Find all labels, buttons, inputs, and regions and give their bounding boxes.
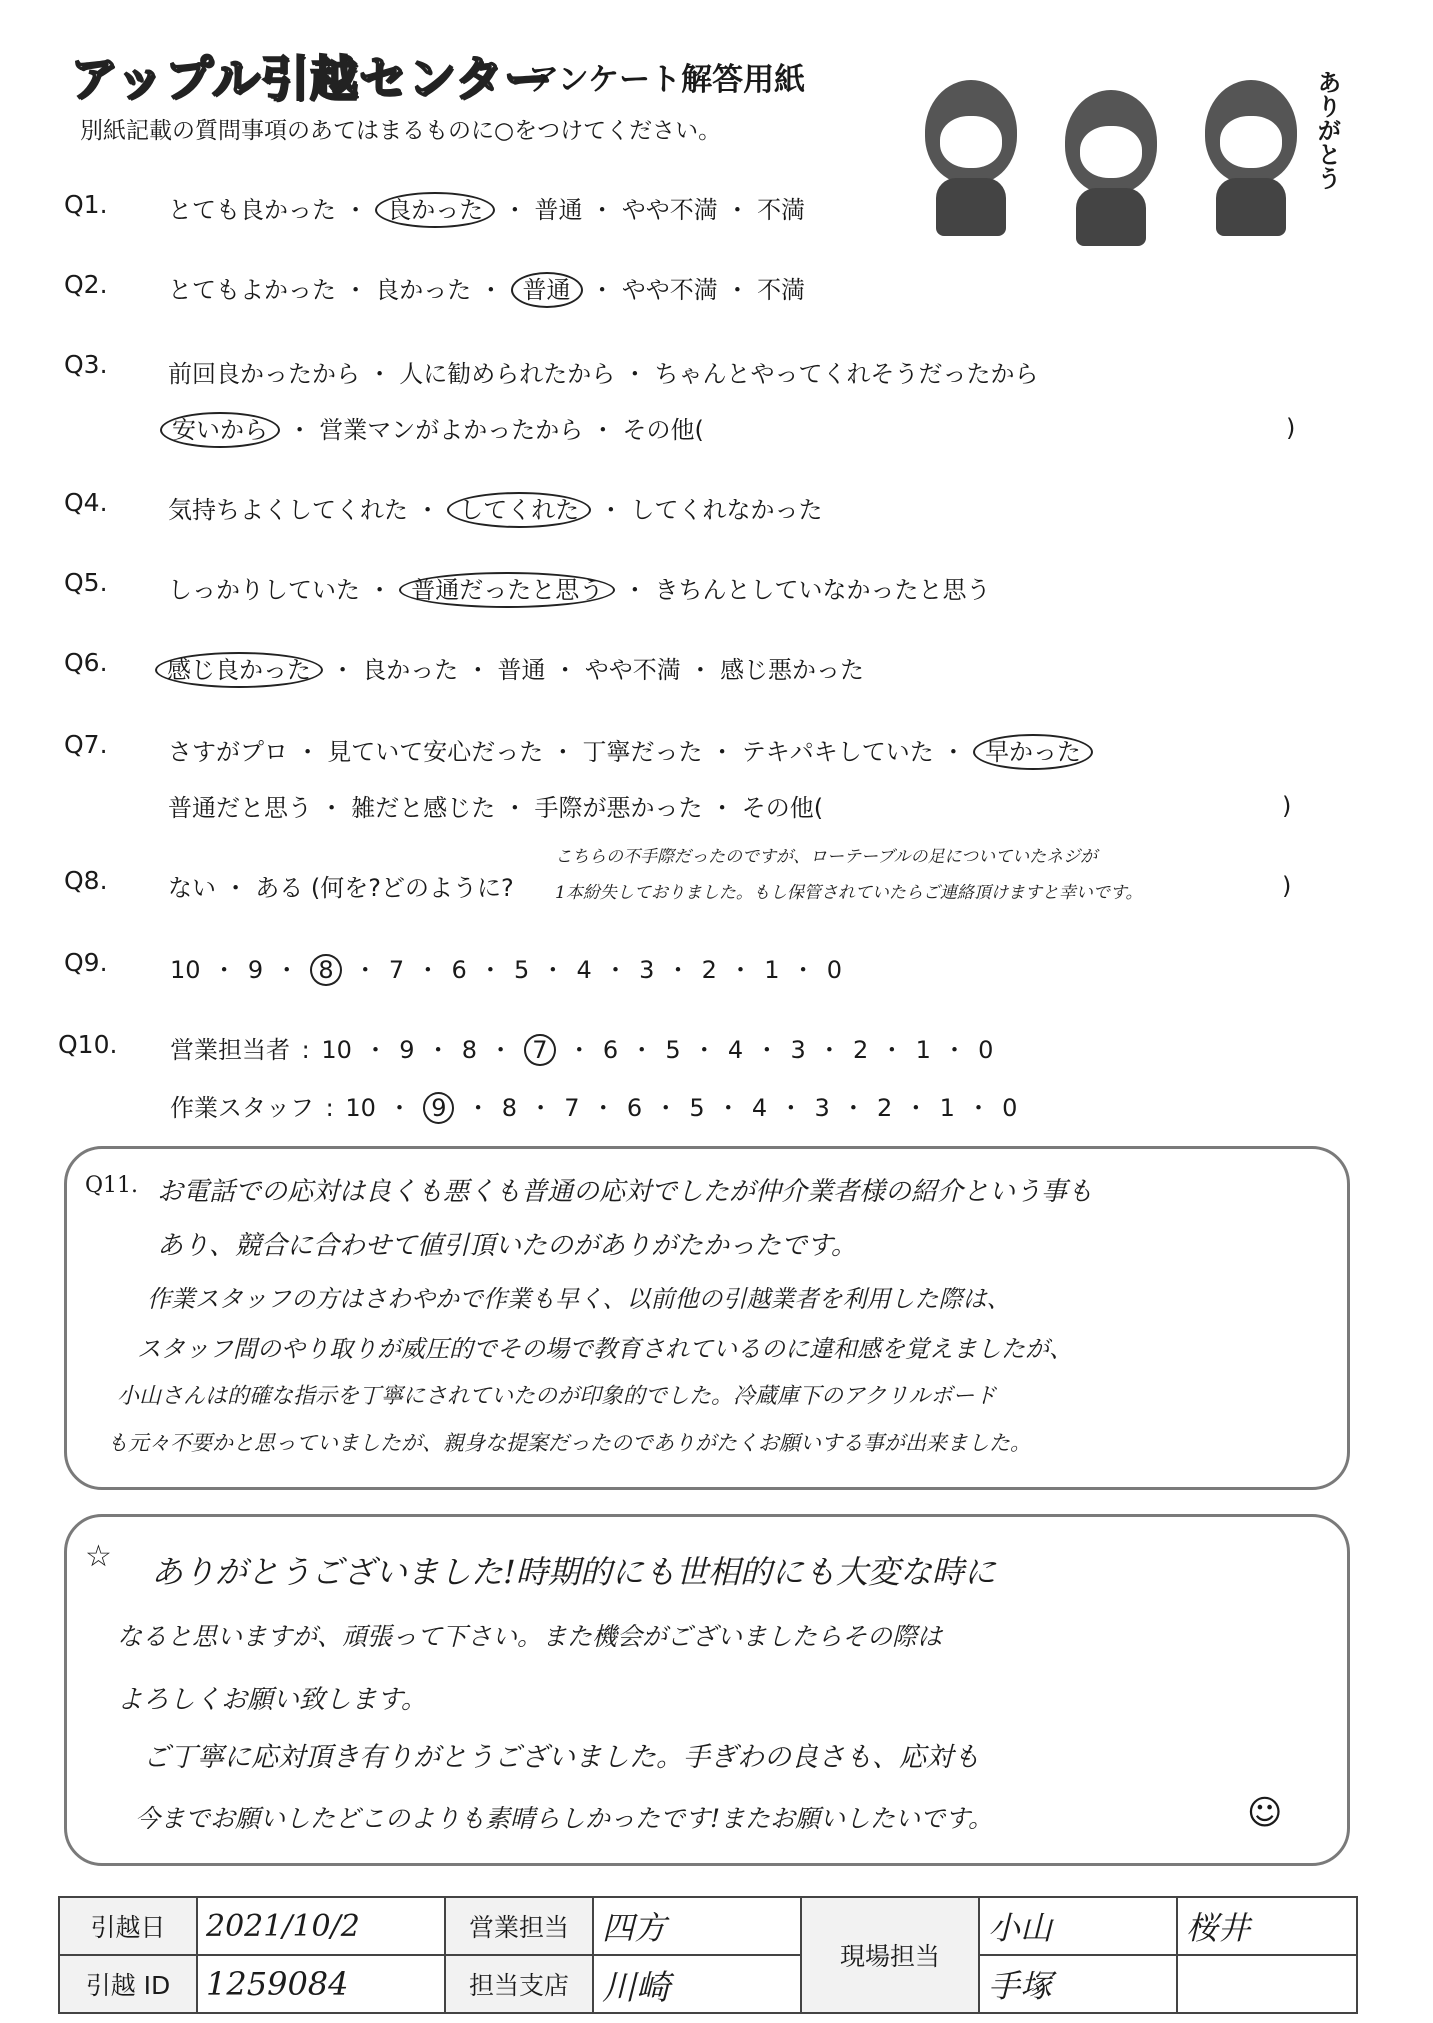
q11-line: お電話での応対は良くも悪くも普通の応対でしたが仲介業者様の紹介という事も [157,1177,1094,1207]
q7-opt[interactable]: テキパキしていた [741,738,934,766]
q1-options: とても良かった ・ 良かった ・ 普通 ・ やや不満 ・ 不満 [168,190,805,225]
q10-staff-opt[interactable]: 5 [689,1094,705,1122]
q7-label: Q7. [64,730,108,759]
q3-label: Q3. [64,350,108,379]
q6-opt[interactable]: やや不満 [584,656,681,684]
q5-opt[interactable]: しっかりしていた [168,576,360,604]
reply-line: よろしくお願い致します。 [117,1685,427,1715]
q6-opt[interactable]: 普通 [497,656,546,684]
q10-sales-opt-selected[interactable]: 7 [524,1034,555,1066]
q10-staff-opt[interactable]: 3 [814,1094,830,1122]
q6-opt[interactable]: 良かった [362,656,459,684]
q10-sales-opt[interactable]: 9 [399,1036,415,1064]
q9-opt[interactable]: 3 [639,956,655,984]
mascot-illustration [905,60,1345,240]
q10-sales-row: 営業担当者 : 10 ・ 9 ・ 8 ・ 7 ・ 6 ・ 5 ・ 4 ・ 3 ・ 2 ・ 1 ・ 0 [170,1036,994,1064]
q10-label: Q10. [58,1030,118,1059]
site-rep-3[interactable]: 手塚 [979,1955,1177,2013]
q4-opt-selected[interactable]: してくれた [447,492,591,528]
site-rep-2[interactable]: 桜井 [1177,1897,1357,1955]
q10-staff-opt[interactable]: 7 [564,1094,580,1122]
branch-value[interactable]: 川崎 [593,1955,801,2013]
q11-line: あり、競合に合わせて値引頂いたのがありがたかったです。 [157,1231,857,1261]
q11-comment-box[interactable] [64,1146,1350,1490]
q10-sales-opt[interactable]: 4 [727,1036,744,1064]
q2-options: とてもよかった ・ 良かった ・ 普通 ・ やや不満 ・ 不満 [168,270,805,305]
q9-label: Q9. [64,948,108,977]
q1-opt[interactable]: 普通 [534,196,583,224]
q8-label: Q8. [64,866,108,895]
q6-opt[interactable]: 感じ悪かった [720,656,865,684]
q7-close-paren: ) [1282,792,1292,820]
q8-handwritten-1: こちらの不手際だったのですが、ローテーブルの足についていたネジが [555,847,1098,867]
q10-sales-opt[interactable]: 2 [853,1036,869,1064]
q11-label: Q11. [85,1173,139,1198]
reply-comment-box[interactable] [64,1514,1350,1866]
q3-opt[interactable]: ちゃんとやってくれそうだったから [654,360,1039,388]
q9-scale: 10 ・ 9 ・ 8 ・ 7 ・ 6 ・ 5 ・ 4 ・ 3 ・ 2 ・ 1 ・ 0 [170,956,843,984]
site-rep-1[interactable]: 小山 [979,1897,1177,1955]
smiley-icon: ☺ [1247,1793,1283,1833]
mascot-icon [925,80,1017,184]
site-rep-empty[interactable] [1177,1955,1357,2013]
q3-opt[interactable]: 人に勧められたから [399,360,616,388]
q5-label: Q5. [64,568,108,597]
q3-close-paren: ) [1286,414,1296,442]
site-rep-label: 現場担当 [801,1897,979,2013]
reply-line: ご丁寧に応対頂き有りがとうございました。手ぎわの良さも、応対も [143,1742,980,1773]
q10-sales-opt[interactable]: 10 [321,1036,352,1064]
thanks-text: ありがとう [1313,70,1341,190]
q10-sales-opt[interactable]: 8 [461,1036,478,1064]
q10-staff-opt[interactable]: 8 [501,1094,518,1122]
q10-staff-opt[interactable]: 0 [1002,1094,1018,1122]
q4-label: Q4. [64,488,108,517]
q5-opt[interactable]: きちんとしていなかったと思う [654,576,991,604]
q9-opt[interactable]: 1 [764,956,780,984]
star-icon: ☆ [85,1539,112,1574]
q1-opt[interactable]: とても良かった [168,196,336,224]
q9-opt[interactable]: 6 [451,956,467,984]
q4-options: 気持ちよくしてくれた ・ してくれた ・ してくれなかった [168,490,823,525]
q3-options-line1: 前回良かったから ・ 人に勧められたから ・ ちゃんとやってくれそうだったから [168,360,1039,388]
q9-opt[interactable]: 2 [701,956,717,984]
q11-line: スタッフ間のやり取りが威圧的でその場で教育されているのに違和感を覚えましたが、 [137,1335,1073,1363]
q8-close-paren: ) [1282,872,1292,900]
q8-handwritten-2: 1本紛失しておりました。もし保管されていたらご連絡頂けますと幸いです。 [555,883,1143,903]
q7-opt[interactable]: その他( [741,794,824,822]
q10-staff-opt-selected[interactable]: 9 [423,1092,454,1124]
mascot-icon [1205,80,1297,184]
company-title: アップル引越センター [70,51,553,107]
q7-options-line2: 普通だと思う ・ 雑だと感じた ・ 手際が悪かった ・ その他( [168,794,824,822]
q7-opt[interactable]: 普通だと思う [168,794,312,822]
q10-staff-opt[interactable]: 10 [345,1094,376,1122]
q1-opt-selected[interactable]: 良かった [375,192,495,228]
q5-options: しっかりしていた ・ 普通だったと思う ・ きちんとしていなかったと思う [168,570,991,605]
q2-opt[interactable]: 不満 [757,276,806,304]
q9-opt[interactable]: 5 [514,956,530,984]
q11-line: 小山さんは的確な指示を丁寧にされていたのが印象的でした。冷蔵庫下のアクリルボード [117,1384,997,1409]
q10-staff-opt[interactable]: 4 [751,1094,768,1122]
q3-options-line2: 安いから ・ 営業マンがよかったから ・ その他( [160,410,704,445]
q10-sales-opt[interactable]: 0 [978,1036,994,1064]
q8-options: ない ・ ある (何を?どのように? [168,874,514,902]
move-id-value[interactable]: 1259084 [197,1955,445,2013]
q3-opt[interactable]: 営業マンがよかったから [319,416,584,444]
mascot-icon [1065,90,1157,194]
q10-sales-opt[interactable]: 3 [790,1036,806,1064]
reply-line: ありがとうございました!時期的にも世相的にも大変な時に [151,1553,996,1591]
move-info-table [58,1896,1358,2014]
q2-opt[interactable]: 良かった [375,276,472,304]
move-date-label: 引越日 [59,1897,197,1955]
q6-options: 感じ良かった ・ 良かった ・ 普通 ・ やや不満 ・ 感じ悪かった [155,650,864,685]
q10-staff-opt[interactable]: 6 [626,1094,643,1122]
q3-opt[interactable]: 前回良かったから [168,360,360,388]
q1-opt[interactable]: やや不満 [621,196,718,224]
q7-opt[interactable]: 手際が悪かった [534,794,703,822]
q8-opt[interactable]: ある [255,874,304,902]
q10-sales-opt[interactable]: 6 [602,1036,619,1064]
branch-label: 担当支店 [445,1955,593,2013]
q9-opt[interactable]: 0 [826,956,843,984]
sales-rep-value[interactable]: 四方 [593,1897,801,1955]
reply-line: 今までお願いしたどこのよりも素晴らしかったです!またお願いしたいです。 [135,1804,994,1833]
q10-sales-opt[interactable]: 5 [665,1036,681,1064]
q10-staff-row: 作業スタッフ : 10 ・ 9 ・ 8 ・ 7 ・ 6 ・ 5 ・ 4 ・ 3 ・ 2 ・ 1 ・ 0 [170,1094,1018,1122]
q7-opt[interactable]: 丁寧だった [582,738,703,766]
q4-opt[interactable]: してくれなかった [630,496,823,524]
q11-line: も元々不要かと思っていましたが、親身な提案だったのでありがたくお願いする事が出来ました。 [107,1431,1031,1455]
q5-opt-selected[interactable]: 普通だったと思う [399,572,615,608]
q9-opt-selected[interactable]: 8 [310,954,341,986]
q9-opt[interactable]: 7 [388,956,405,984]
q1-opt[interactable]: 不満 [757,196,806,224]
q10-staff-opt[interactable]: 2 [877,1094,893,1122]
q10-sales-opt[interactable]: 1 [915,1036,931,1064]
q3-opt-selected[interactable]: 安いから [160,412,280,448]
q8-opt[interactable]: ない [168,874,216,902]
q8-prompt: (何を?どのように? [310,874,514,902]
q7-opt[interactable]: 見ていて安心だった [327,738,544,766]
q10-staff-label: 作業スタッフ [170,1094,314,1122]
q1-label: Q1. [64,190,108,219]
q6-label: Q6. [64,648,108,677]
reply-line: なると思いますが、頑張って下さい。また機会がございましたらその際は [117,1622,943,1651]
q10-sales-label: 営業担当者 [170,1036,290,1064]
q4-opt[interactable]: 気持ちよくしてくれた [168,496,408,524]
q10-staff-opt[interactable]: 1 [939,1094,955,1122]
q7-opt[interactable]: 雑だと感じた [351,794,496,822]
q7-opt-selected[interactable]: 早かった [973,734,1093,770]
q3-opt[interactable]: その他( [622,416,704,444]
move-date-value[interactable]: 2021/10/2 [197,1897,445,1955]
q2-opt[interactable]: とてもよかった [168,276,336,304]
q9-opt[interactable]: 9 [247,956,264,984]
q7-opt[interactable]: さすがプロ [168,738,288,766]
sales-rep-label: 営業担当 [445,1897,593,1955]
move-id-label: 引越 ID [59,1955,197,2013]
q6-opt-selected[interactable]: 感じ良かった [155,652,323,688]
q9-opt[interactable]: 10 [170,956,201,984]
q9-opt[interactable]: 4 [576,956,592,984]
form-subtitle: アンケート解答用紙 [528,62,806,98]
q11-line: 作業スタッフの方はさわやかで作業も早く、以前他の引越業者を利用した際は、 [147,1285,1011,1313]
q2-opt[interactable]: やや不満 [621,276,718,304]
instruction-text: 別紙記載の質問事項のあてはまるものに○をつけてください。 [80,118,722,144]
q2-opt-selected[interactable]: 普通 [511,272,583,308]
q7-options-line1: さすがプロ ・ 見ていて安心だった ・ 丁寧だった ・ テキパキしていた ・ 早かった [168,732,1093,767]
q2-label: Q2. [64,270,108,299]
